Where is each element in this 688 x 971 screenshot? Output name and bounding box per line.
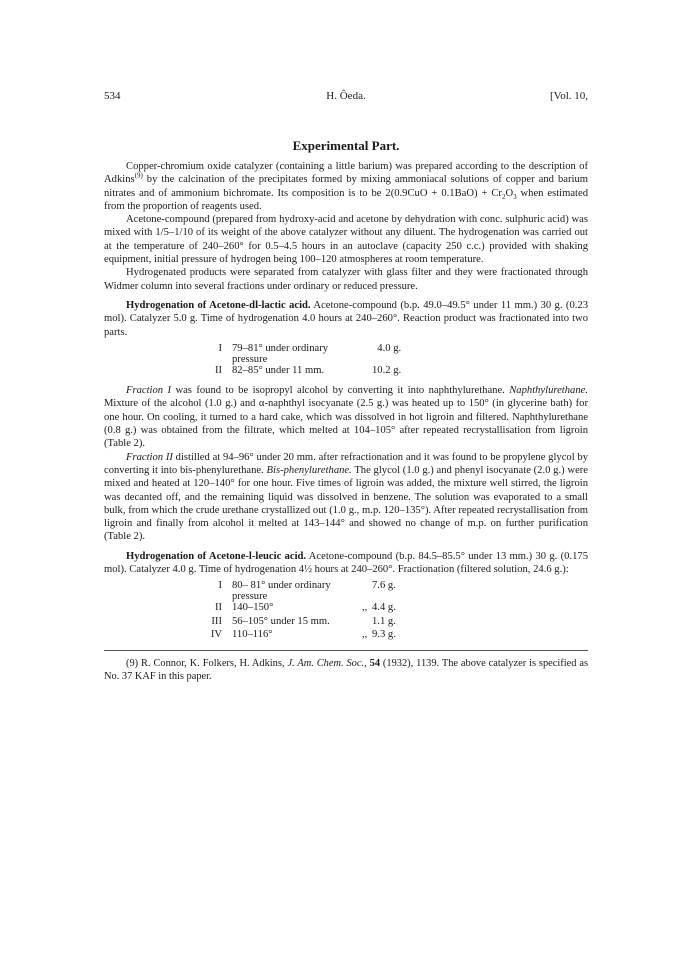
- fraction-row: [200, 629, 396, 642]
- fraction-number: I: [218, 580, 222, 592]
- fraction-number: I: [218, 342, 222, 354]
- paragraph-fraction-1: Fraction I was found to be isopropyl alcohol by converting it into naphthylurethane. Naphthylurethane. Mixture of the alcohol (1.0 g.) and α-naphthyl isocyanate (2.5 g.) was heated up to 150° (in glycerine bath) for one hour. On cooling, it turned to a hard cake, which was dissolved in hot ligroin and filtered. Naphthylurethane (0.8 g.) was obtained from the filtrate, which melted at 104–105° after repeated recrystallisation from ligroin (Table 2).: [104, 385, 588, 450]
- footnote: (9) R. Connor, K. Folkers, H. Adkins, J. Am. Chem. Soc., 54 (1932), 1139. The above catalyzer is specified as No. 37 KAF in this paper.: [104, 658, 588, 683]
- fraction-row: [200, 616, 396, 629]
- fraction-ditto: [362, 580, 372, 602]
- section-title: Experimental Part.: [292, 138, 400, 153]
- fraction-ditto: ,,: [362, 628, 368, 640]
- fraction-range: 79–81° under ordinary pressure: [232, 342, 329, 365]
- fraction-range: 82–85° under 11 mm.: [232, 364, 325, 376]
- fraction-ditto: [362, 343, 372, 365]
- paragraph-catalyzer: Copper-chromium oxide catalyzer (containing a little barium) was prepared according to the description of Adkins$^{(9)}$ by the calcination of the precipitates formed by mixing ammoniacal solutions of copper and barium nitrates and of ammonium bichromate. Its composition is to be $2(0.9CuO + 0.1BaO) + Cr_2O_3$ when estimated from the proportion of reagents used.: [104, 161, 588, 212]
- page-number: 534: [104, 90, 121, 102]
- fraction-number: III: [211, 615, 222, 627]
- paragraph-procedure: Acetone-compound (prepared from hydroxy-acid and acetone by dehydration with conc. sulphuric acid) was mixed with 1/5–1/10 of its weight of the above catalyzer without any diluent. The hydrogenation was carried out at the temperature of 240–260° for 0.5–4.5 hours in an autoclave (capacity 250 c.c.) provided with shaking equipment, initial pressure of hydrogen being 100–120 atmospheres at room temperature.: [104, 214, 588, 266]
- paragraph-fraction-2: Fraction II distilled at 94–96° under 20 mm. after refractionation and it was found to be propylene glycol by converting it into bis-phenylurethane. Bis-phenylurethane. The glycol (1.0 g.) and phenyl isocyanate (2.0 g.) were mixed and heated at 120–140° for one hour. Five times of ligroin was added, the mixture well stirred, the ligroin was decanted off, and the remaining liquid was dissolved in benzene. The solution was evaporated to a small bulk, from which the crude urethane crystallized out (1.0 g., m.p. 120–135°). After repeated recrystallisation from ligroin and finally from alcohol it melted at 143–144° and showed no change of m.p. on further purification (Table 2).: [104, 451, 589, 543]
- fraction-row: [200, 580, 396, 602]
- volume-label: [Vol. 10,: [550, 90, 588, 102]
- fraction-ditto: [362, 616, 372, 629]
- fraction-yield: 4.4 g.: [372, 602, 396, 614]
- leucic-fractions-table: [200, 580, 396, 642]
- leucic-heading: Hydrogenation of Acetone-l-leucic acid.: [126, 550, 307, 562]
- fraction-yield: 10.2 g.: [372, 364, 402, 376]
- running-author: H. Ôeda.: [326, 90, 366, 102]
- footnote-divider: [104, 650, 588, 651]
- footnote-ref[interactable]: (9): [134, 171, 143, 180]
- fraction-ditto: [362, 365, 372, 378]
- fraction-row: [200, 343, 401, 365]
- fraction-range: 80– 81° under ordinary pressure: [232, 580, 331, 603]
- paragraph-leucic: Hydrogenation of Acetone-l-leucic acid. Acetone-compound (b.p. 84.5–85.5° under 13 mm.) 30 g. (0.175 mol). Catalyzer 4.0 g. Time of hydrogenation 4½ hours at 240–260°. Fractionation (filtered solution, 24.6 g.):: [104, 550, 588, 576]
- fraction-yield: 4.0 g.: [377, 342, 402, 354]
- fraction-yield: 7.6 g.: [372, 580, 396, 592]
- lactic-fractions-table: [200, 343, 401, 378]
- page: [104, 90, 588, 683]
- paragraph-lactic: Hydrogenation of Acetone-dl-lactic acid. Acetone-compound (b.p. 49.0–49.5° under 11 mm.) 30 g. (0.23 mol). Catalyzer 5.0 g. Time of hydrogenation 4.0 hours at 240–260°. Reaction product was fractionated into two parts.: [104, 299, 588, 338]
- fraction-range: 140–150°: [232, 602, 274, 614]
- fraction-yield: 1.1 g.: [372, 615, 396, 627]
- fraction-number: IV: [210, 628, 222, 640]
- lactic-heading: Hydrogenation of Acetone-dl-lactic acid.: [126, 299, 311, 311]
- fraction-range: 56–105° under 15 mm.: [232, 615, 330, 627]
- fraction-range: 110–116°: [232, 628, 273, 640]
- fraction-row: [200, 365, 401, 378]
- fraction-row: [200, 602, 396, 615]
- running-header: [104, 90, 588, 110]
- fraction-number: II: [214, 364, 222, 376]
- fraction-ditto: ,,: [362, 602, 368, 614]
- fraction-yield: 9.3 g.: [372, 628, 396, 640]
- paragraph-separation: Hydrogenated products were separated from catalyzer with glass filter and they were fractionated through Widmer column into several fractions under ordinary or reduced pressure.: [104, 267, 588, 292]
- fraction-number: II: [214, 602, 222, 614]
